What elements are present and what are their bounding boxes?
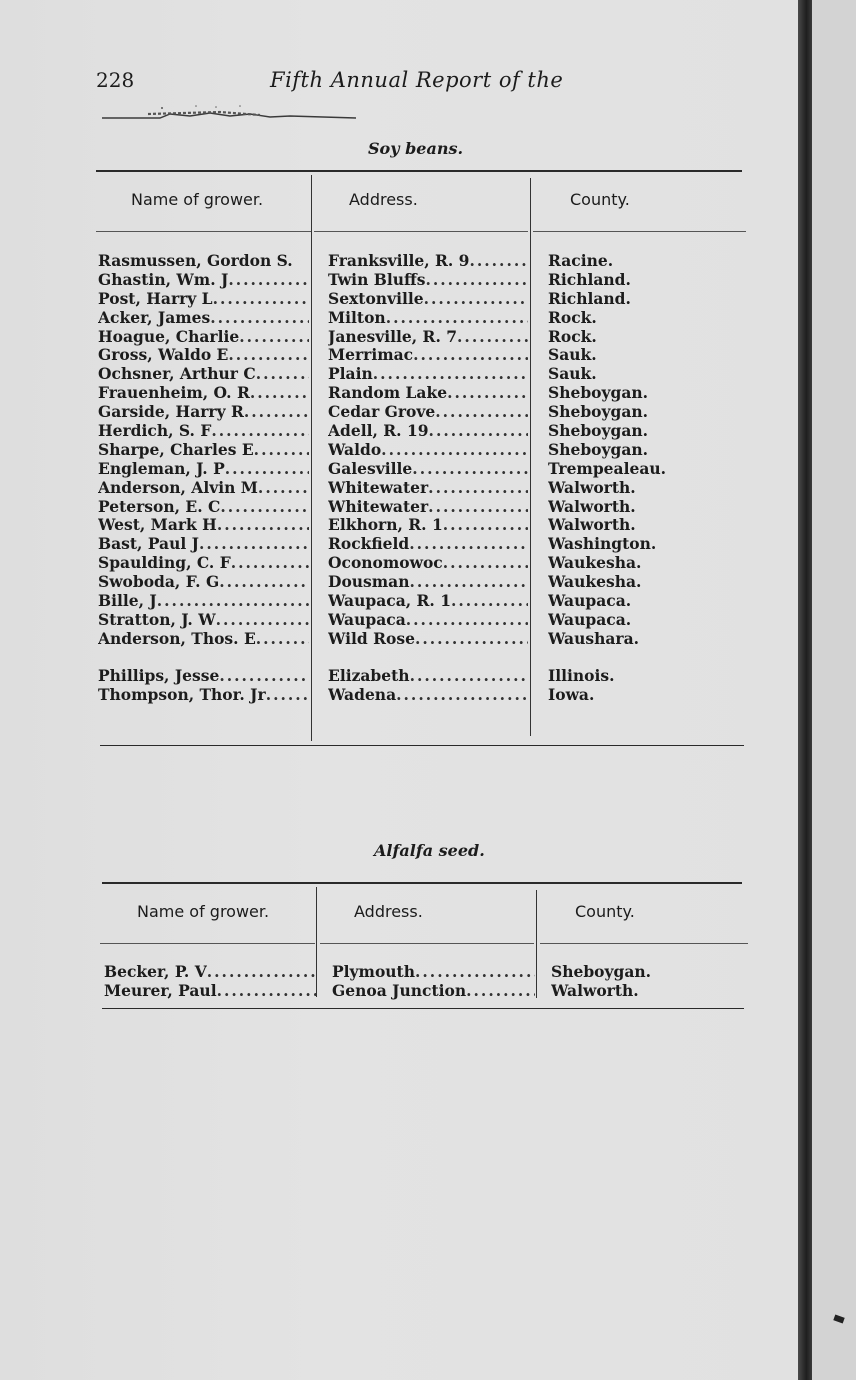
table-cell: Frauenheim, O. R ..... [98,384,309,403]
table-cell: Rock. [548,308,597,327]
table-cell: Anderson, Alvin M ..... [98,479,309,498]
ink-mark [833,1314,844,1323]
table-cell: Sharpe, Charles E ..... [98,441,309,460]
table-cell: Sheboygan. [548,384,649,403]
table-cell: Sauk. [548,346,597,365]
table-cell: Gross, Waldo E ..... [98,346,309,365]
table-cell: Engleman, J. P ..... [98,460,309,479]
table-cell: Racine. [548,252,614,270]
table-cell: Whitewater ..... [328,498,528,517]
table-cell: Washington. [548,535,657,554]
table-cell: Dousman ..... [328,573,528,592]
book-spine-shadow [798,0,812,1380]
table-cell: Garside, Harry R ..... [98,403,309,422]
table-cell: Hoague, Charlie ..... [98,328,309,347]
table-cell: Elkhorn, R. 1 ..... [328,516,528,535]
table-cell: Waupaca ..... [328,611,528,630]
header-rule [314,231,528,232]
table-bottom-rule [100,745,744,746]
table-cell: Bille, J ..... [98,592,309,611]
table-cell: Thompson, Thor. Jr ..... [98,686,309,705]
table-cell: Janesville, R. 7 ..... [328,328,528,347]
table-cell: Random Lake ..... [328,384,528,403]
table-cell: Sheboygan. [548,422,649,441]
header-address: Address. [354,902,423,921]
alfalfa-address-column [332,963,535,1001]
table-cell: Wadena ..... [328,686,528,705]
table-cell: Becker, P. V ..... [104,963,316,982]
table-cell: Whitewater ..... [328,479,528,498]
table-cell: Sauk. [548,365,597,384]
table-cell: Merrimac ..... [328,346,528,365]
header-county: County. [570,190,630,209]
header-rule [96,231,311,232]
header-name-of-grower: Name of grower. [137,902,270,921]
column-divider [530,178,531,736]
table-cell: Franksville, R. 9 ..... [328,252,528,271]
table-cell: Waukesha. [548,573,642,592]
table-cell: Waukesha. [548,554,642,573]
table-cell: Illinois. [548,666,615,685]
table-cell: Oconomowoc ..... [328,554,528,573]
header-name-of-grower: Name of grower. [131,190,264,209]
header-rule [320,943,534,944]
page-number: 228 [96,68,135,92]
table-cell: Plain ..... [328,365,528,384]
table-cell: Waushara. [548,629,640,648]
table-cell: Spaulding, C. F ..... [98,554,309,573]
table-cell: Walworth. [548,497,636,516]
table-cell: Genoa Junction ..... [332,982,535,1001]
header-rule [540,943,748,944]
table-cell: Walworth. [548,516,636,535]
column-divider [316,887,317,997]
table-cell: Wild Rose ..... [328,630,528,649]
table-cell: Elizabeth ..... [328,667,528,686]
table-cell: Twin Bluffs ..... [328,271,528,290]
table-cell: Waldo ..... [328,441,528,460]
table-cell: Ochsner, Arthur C ..... [98,365,309,384]
table-cell: Ghastin, Wm. J ..... [98,271,309,290]
ink-smudge [100,104,356,122]
table-bottom-rule [102,1008,744,1009]
table-cell: West, Mark H ..... [98,516,309,535]
header-rule [100,943,315,944]
table-cell: Anderson, Thos. E ..... [98,630,309,649]
column-divider [311,175,312,741]
table-cell: Sheboygan. [551,963,652,981]
table-cell: Bast, Paul J ..... [98,535,309,554]
alfalfa-seed-title: Alfalfa seed. [374,841,485,860]
table-cell: Richland. [548,270,631,289]
table-cell: Walworth. [551,981,639,1000]
table-cell: Iowa. [548,685,595,704]
table-cell: Cedar Grove ..... [328,403,528,422]
table-cell: Rock. [548,327,597,346]
table-cell: Sheboygan. [548,440,649,459]
soy-county-column [548,252,748,704]
soy-address-column [328,252,528,704]
table-cell: Rasmussen, Gordon S. [98,252,293,270]
table-cell: Waupaca, R. 1 ..... [328,592,528,611]
table-cell: Phillips, Jesse ..... [98,667,309,686]
table-cell: Sheboygan. [548,403,649,422]
table-cell: Richland. [548,289,631,308]
table-cell: Trempealeau. [548,459,667,478]
table-cell: Adell, R. 19 ..... [328,422,528,441]
table-cell: Waupaca. [548,592,632,611]
table-cell: Waupaca. [548,610,632,629]
soy-beans-title: Soy beans. [368,139,464,158]
table-top-rule [96,170,742,172]
table-cell: Herdich, S. F ..... [98,422,309,441]
alfalfa-grower-column [104,963,316,1001]
table-cell: Acker, James ..... [98,309,309,328]
table-cell: Swoboda, F. G ..... [98,573,309,592]
table-cell: Rockfield ..... [328,535,528,554]
table-cell: Sextonville ..... [328,290,528,309]
table-cell: Galesville ..... [328,460,528,479]
alfalfa-county-column [551,963,746,1001]
facing-page-edge [812,0,856,1380]
column-divider [536,890,537,998]
table-cell: Meurer, Paul ..... [104,982,316,1001]
table-cell: Post, Harry L ..... [98,290,309,309]
table-cell: Peterson, E. C ..... [98,498,309,517]
table-cell: Stratton, J. W ..... [98,611,309,630]
running-title: Fifth Annual Report of the [270,68,564,92]
table-cell: Plymouth ..... [332,963,535,982]
table-cell: Walworth. [548,478,636,497]
table-cell: Milton ..... [328,309,528,328]
soy-grower-column [98,252,309,704]
table-top-rule [102,882,742,884]
header-county: County. [575,902,635,921]
header-rule [533,231,746,232]
header-address: Address. [349,190,418,209]
